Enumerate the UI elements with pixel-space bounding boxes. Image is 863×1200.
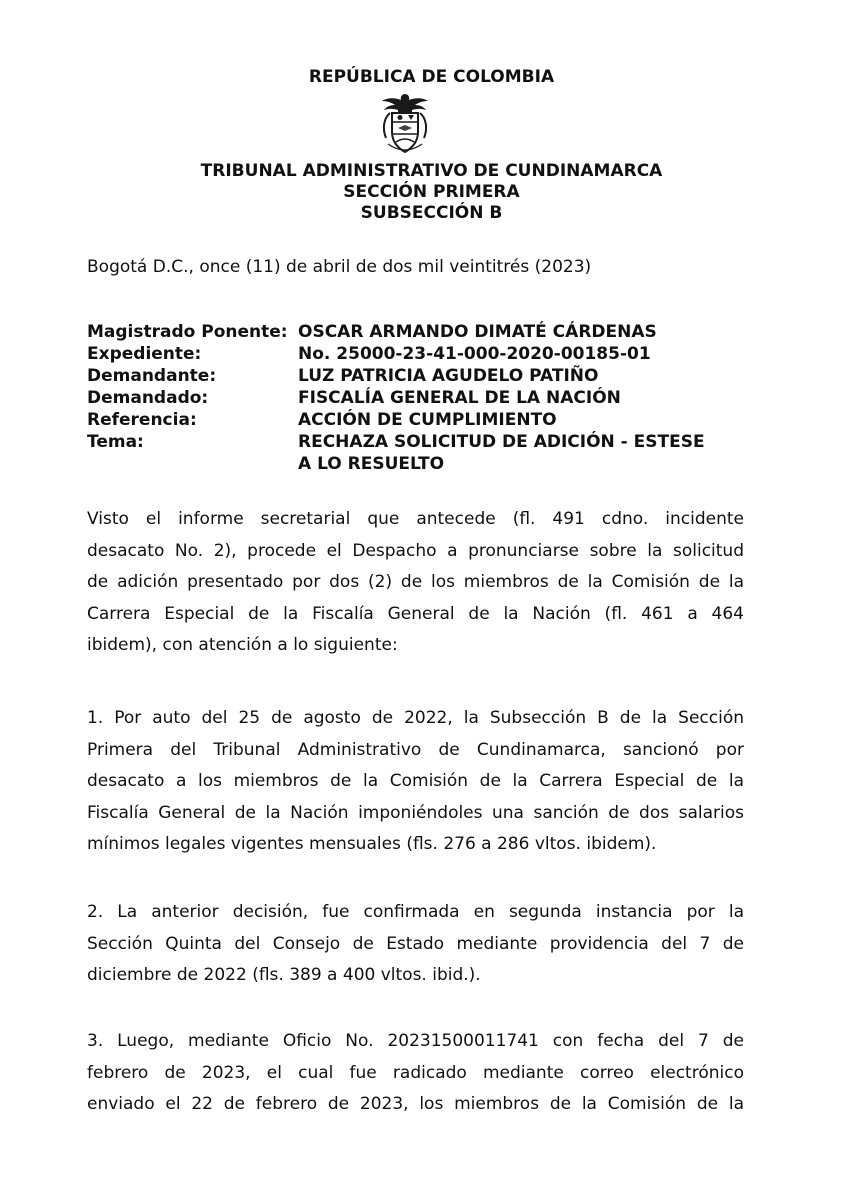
text-line: desacato a los miembros de la Comisión de la Carrera Especial de la [87, 771, 744, 791]
subsection-heading: SUBSECCIÓN B [360, 203, 503, 223]
text-line: Primera del Tribunal Administrativo de Cundinamarca, sancionó por [87, 739, 744, 760]
text-line: Carrera Especial de la Fiscalía General de la Nación (fl. 461 a 464 [87, 603, 744, 624]
text-line: enviado el 22 de febrero de 2023, los miembros de la Comisión de la [87, 1094, 744, 1114]
paragraph-1 [87, 703, 744, 861]
tema-value-line-2: A LO RESUELTO [298, 454, 445, 474]
text-line: Visto el informe secretarial que antecede (fl. 491 cdno. incidente [87, 509, 744, 529]
expediente-value: No. 25000-23-41-000-2020-00185-01 [298, 344, 651, 364]
section-heading: SECCIÓN PRIMERA [343, 182, 520, 202]
referencia-label: Referencia: [87, 410, 197, 430]
text-line: desacato No. 2), procede el Despacho a pronunciarse sobre la solicitud [87, 540, 744, 561]
intro-paragraph [87, 504, 744, 662]
demandante-label: Demandante: [87, 366, 217, 386]
expediente-label: Expediente: [87, 344, 202, 364]
magistrado-label: Magistrado Ponente: [87, 322, 288, 342]
coat-of-arms-seal [378, 92, 432, 156]
text-line: mínimos legales vigentes mensuales (fls. 276 a 286 vltos. ibidem). [87, 834, 657, 854]
tema-label: Tema: [87, 432, 144, 452]
text-line: ibidem), con atención a lo siguiente: [87, 635, 398, 655]
country-heading: REPÚBLICA DE COLOMBIA [308, 67, 555, 87]
text-line: 2. La anterior decisión, fue confirmada en segunda instancia por la [87, 902, 744, 922]
text-line: de adición presentado por dos (2) de los miembros de la Comisión de la [87, 572, 744, 592]
date-line: Bogotá D.C., once (11) de abril de dos mil veintitrés (2023) [87, 257, 592, 277]
tema-value-line-1: RECHAZA SOLICITUD DE ADICIÓN - ESTESE [298, 432, 705, 452]
paragraph-2 [87, 897, 744, 992]
text-line: Fiscalía General de la Nación imponiéndoles una sanción de dos salarios [87, 802, 744, 823]
paragraph-3 [87, 1026, 744, 1121]
demandado-label: Demandado: [87, 388, 209, 408]
text-line: Sección Quinta del Consejo de Estado mediante providencia del 7 de [87, 933, 744, 954]
court-heading: TRIBUNAL ADMINISTRATIVO DE CUNDINAMARCA [200, 161, 663, 181]
demandado-value: FISCALÍA GENERAL DE LA NACIÓN [298, 388, 621, 408]
magistrado-value: OSCAR ARMANDO DIMATÉ CÁRDENAS [298, 322, 657, 342]
text-line: 1. Por auto del 25 de agosto de 2022, la Subsección B de la Sección [87, 708, 744, 728]
text-line: diciembre de 2022 (fls. 389 a 400 vltos. ibid.). [87, 965, 481, 985]
text-line: 3. Luego, mediante Oficio No. 20231500011741 con fecha del 7 de [87, 1031, 744, 1051]
demandante-value: LUZ PATRICIA AGUDELO PATIÑO [298, 366, 599, 386]
referencia-value: ACCIÓN DE CUMPLIMIENTO [298, 410, 557, 430]
text-line: febrero de 2023, el cual fue radicado mediante correo electrónico [87, 1062, 744, 1083]
